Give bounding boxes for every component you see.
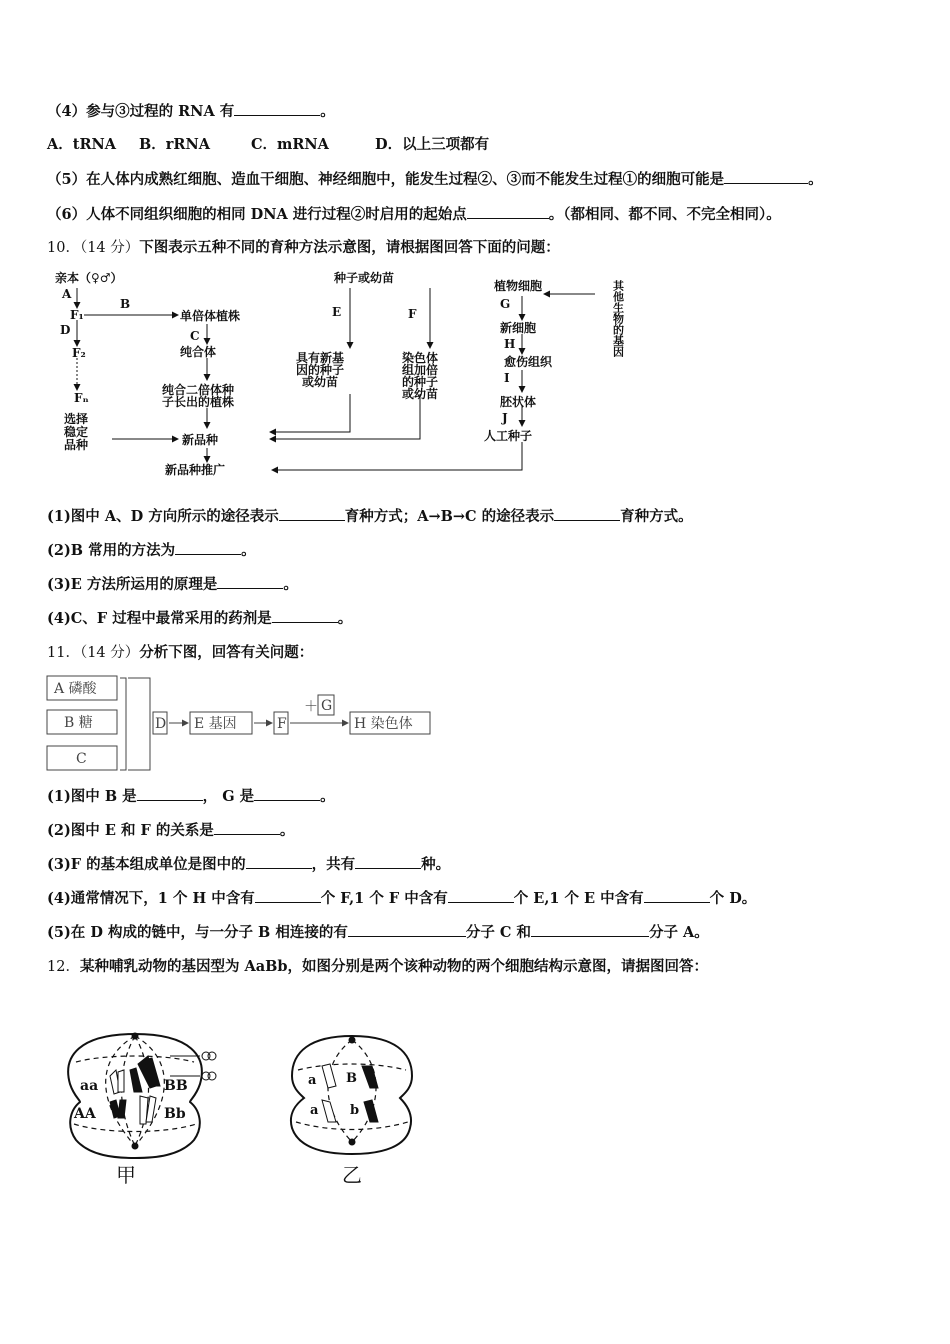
answer-blank[interactable] xyxy=(448,888,514,903)
label-b: B xyxy=(120,297,131,311)
answer-blank[interactable] xyxy=(355,854,421,869)
answer-blank[interactable] xyxy=(554,506,620,521)
label-f1: F₁ xyxy=(70,308,84,322)
label-aa: aa xyxy=(80,1078,99,1094)
label-Bb: Bb xyxy=(164,1106,186,1122)
q11-stem: 11．（14 分）分析下图，回答有关问题： xyxy=(47,644,314,661)
label-chromo-2: 组加倍 xyxy=(402,363,439,377)
label-BB: BB xyxy=(164,1078,188,1094)
answer-blank[interactable] xyxy=(644,888,710,903)
label-a2: a xyxy=(310,1103,319,1118)
label-new-gene-2: 因的种子 xyxy=(296,363,345,377)
answer-blank[interactable] xyxy=(531,922,649,937)
cell-division-diagram xyxy=(60,1026,420,1186)
label-plant-cell: 植物细胞 xyxy=(494,279,543,293)
label-select-2: 稳定 xyxy=(64,425,89,439)
label-AA: AA xyxy=(74,1106,96,1122)
label-a1: a xyxy=(308,1073,317,1088)
breeding-methods-diagram xyxy=(50,266,630,484)
chromosome-structure-diagram xyxy=(46,674,436,774)
q9-sub6: （6）人体不同组织细胞的相同 DNA 进行过程②时启用的起始点 。（都相同、都不同、不完全相同）。 xyxy=(47,206,781,223)
q10-sub2: (2)B 常用的方法为 。 xyxy=(47,542,256,559)
answer-blank[interactable] xyxy=(279,506,345,521)
label-homozygous: 纯合体 xyxy=(180,345,217,359)
plus-sign: ＋ xyxy=(304,699,318,715)
label-pure-diploid-2: 子长出的植株 xyxy=(162,395,235,409)
option-d[interactable]: D．以上三项都有 xyxy=(375,136,490,153)
label-h: H xyxy=(504,337,516,351)
answer-blank[interactable] xyxy=(467,204,549,219)
q11-sub2: (2)图中 E 和 F 的关系是 。 xyxy=(47,822,295,839)
answer-blank[interactable] xyxy=(272,608,338,623)
q10-sub4: (4)C、F 过程中最常采用的药剂是 。 xyxy=(47,610,353,627)
label-d: D xyxy=(60,323,71,337)
answer-blank[interactable] xyxy=(214,820,280,835)
label-new-cell: 新细胞 xyxy=(500,321,537,335)
answer-blank[interactable] xyxy=(217,574,283,589)
caption-jia: 甲 xyxy=(116,1163,136,1186)
label-e: E xyxy=(332,305,342,319)
box-e: E 基因 xyxy=(194,716,237,732)
q9-options xyxy=(47,135,489,155)
box-f: F xyxy=(277,716,287,732)
label-c: C xyxy=(190,329,200,343)
label-artificial-seed: 人工种子 xyxy=(484,429,533,443)
label-chromo-3: 的种子 xyxy=(402,375,439,389)
answer-blank[interactable] xyxy=(724,169,808,184)
answer-blank[interactable] xyxy=(246,854,312,869)
label-fn: Fₙ xyxy=(74,391,89,405)
label-chromo-1: 染色体 xyxy=(402,351,439,365)
option-b[interactable]: B．rRNA xyxy=(139,136,210,153)
q11-sub3: (3)F 的基本组成单位是图中的 ，共有 种。 xyxy=(47,856,451,873)
label-haploid: 单倍体植株 xyxy=(180,309,241,323)
option-c[interactable]: C．mRNA xyxy=(251,136,329,153)
label-f: F xyxy=(408,307,417,321)
label-other-gene: 其他生物的基因 xyxy=(611,280,625,357)
box-a: A 磷酸 xyxy=(54,681,97,697)
label-b: b xyxy=(350,1103,360,1118)
label-new-gene-3: 或幼苗 xyxy=(302,375,339,389)
answer-blank[interactable] xyxy=(348,922,466,937)
label-pure-diploid-1: 纯合二倍体种 xyxy=(162,383,235,397)
q10-sub3: (3)E 方法所运用的原理是 。 xyxy=(47,576,298,593)
box-c: C xyxy=(76,751,87,767)
label-f2: F₂ xyxy=(72,346,86,360)
q12-stem: 12．某种哺乳动物的基因型为 AaBb，如图分别是两个该种动物的两个细胞结构示意图，请据图回答： xyxy=(47,958,709,975)
label-B: B xyxy=(346,1071,357,1086)
q9-sub5: （5）在人体内成熟红细胞、造血干细胞、神经细胞中，能发生过程②、③而不能发生过程①的细胞可能是 。 xyxy=(47,171,823,188)
caption-yi: 乙 xyxy=(342,1163,362,1186)
label-seeds: 种子或幼苗 xyxy=(334,271,395,285)
label-select-3: 品种 xyxy=(64,438,89,452)
answer-blank[interactable] xyxy=(255,888,321,903)
box-b: B 糖 xyxy=(64,715,93,731)
cell-yi xyxy=(291,1036,412,1154)
q10-stem: 10．（14 分）下图表示五种不同的育种方法示意图，请根据图回答下面的问题： xyxy=(47,239,560,256)
label-i: I xyxy=(504,371,510,385)
label-select-1: 选择 xyxy=(64,412,89,426)
answer-blank[interactable] xyxy=(254,786,320,801)
q9-sub4: （4）参与③过程的 RNA 有 。 xyxy=(47,103,335,120)
box-g: G xyxy=(321,698,333,714)
answer-blank[interactable] xyxy=(175,540,241,555)
label-g: G xyxy=(500,297,511,311)
answer-blank[interactable] xyxy=(137,786,203,801)
option-a[interactable]: A．tRNA xyxy=(47,136,117,153)
label-chromo-4: 或幼苗 xyxy=(402,387,439,401)
box-h: H 染色体 xyxy=(354,716,413,732)
answer-blank[interactable] xyxy=(234,101,320,116)
label-embryoid: 胚状体 xyxy=(500,395,537,409)
label-j: J xyxy=(502,411,508,425)
q10-sub1: (1)图中 A、D 方向所示的途径表示 育种方式；A→B→C 的途径表示 育种方式。 xyxy=(47,508,693,525)
label-new-variety: 新品种 xyxy=(182,433,219,447)
q11-sub5: (5)在 D 构成的链中，与一分子 B 相连接的有 分子 C 和 分子 A。 xyxy=(47,924,709,941)
cell-jia xyxy=(68,1034,216,1158)
label-new-gene-1: 具有新基 xyxy=(296,351,345,365)
label-parent: 亲本（♀♂） xyxy=(55,271,123,285)
label-callus: 愈伤组织 xyxy=(504,355,553,369)
label-promotion: 新品种推广 xyxy=(165,463,226,477)
q11-sub4: (4)通常情况下，1 个 H 中含有 个 F,1 个 F 中含有 个 E,1 个 E 中含有 个 D。 xyxy=(47,890,757,907)
box-d: D xyxy=(155,716,167,732)
label-a: A xyxy=(62,287,72,301)
q11-sub1: (1)图中 B 是 ， G 是 。 xyxy=(47,788,335,805)
